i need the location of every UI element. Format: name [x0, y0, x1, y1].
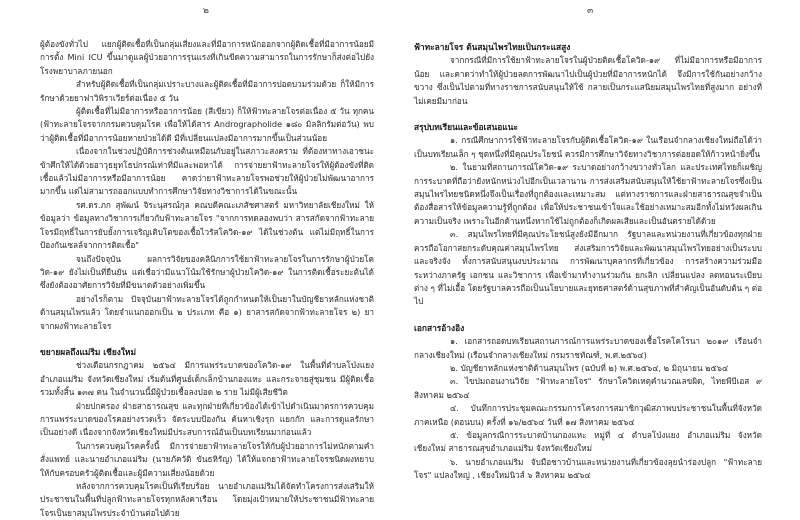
paragraph: ๒. ในยามที่สถานการณ์โควิด-๑๙ ระบาดอย่างกว้างขวางทั่วโลก และประเทศไทยก็เผชิญการระบาดที่ถือว่ายังหนักหน่วงไปอีกเป็นเวลานาน การส่งเสริมสนับสนุนให้ใช้ยาฟ้าทะลายโจรซึ่งเป็นสมุนไพรไทยชนิดหนึ่งจึงเป็นเรื่องที่ถูกต้องและเหมาะสม แต่ทางราชการและฝ่ายสาธารณสุขจำเป็นต้องสื่อสารให้ข้อมูลความรู้ที่ถูกต้อง เพื่อให้ประชาชนเข้าใจและใช้อย่างเหมาะสมอีกทั้งไม่หวังผลเกินความเป็นจริง เพราะในอีกด้านหนึ่งหากใช้ไม่ถูกต้องก็เกิดผลเสียและเป็นอันตรายได้ด้วย [414, 162, 762, 226]
paragraph: อย่างไรก็ตาม ปัจจุบันยาฟ้าทะลายโจรได้ถูกกำหนดให้เป็นยาในบัญชียาหลักแห่งชาติด้านสมุนไพรแล้ว โดยจำแนกออกเป็น ๒ ประเภท คือ ๑) ยาสารสกัดจากฟ้าทะลายโจร ๒) ยาจากผงฟ้าทะลายโจร [40, 293, 374, 331]
paragraph: ๓. สมุนไพรไทยที่มีคุณประโยชน์สูงยังมีอีกมาก รัฐบาลและหน่วยงานที่เกี่ยวข้องทุกฝ่ายควรถือโอกาสยกระดับคุณค่าสมุนไพรไทย ส่งเสริมการวิจัยและพัฒนาสมุนไพรไทยอย่างเป็นระบบและจริงจัง ทั้งการสนับสนุนงบประมาณ การพัฒนาบุคลากรที่เกี่ยวข้อง การสร้างความร่วมมือระหว่างภาครัฐ เอกชน และวิชาการ เพื่อเข้ามาทำงานร่วมกัน ยกเลิก เปลี่ยนแปลง ลดทอนระเบียบต่าง ๆ ที่ไม่เอื้อ โดยรัฐบาลควรถือเป็นนโยบายและยุทธศาสตร์ด้านสุขภาพที่สำคัญเป็นอันดับต้น ๆ ต่อไป [414, 229, 762, 307]
paragraph: เนื่องจากในช่วงปฏิบัติการช่วงต้นเหมือนกับอยู่ในสภาวะสงคราม ที่ต้องหาทางเอาชนะข้าศึกให้ได้ด้วยอาวุธยุทโธปกรณ์เท่าที่มีและพอหาได้ การจ่ายยาฟ้าทะลายโจรให้ผู้ต้องขังที่ติดเชื้อแล้วไม่มีอาการหรือมีอาการน้อย คาดว่ายาฟ้าทะลายโจรพอช่วยให้ผู้ป่วยไม่พัฒนาอาการมากขึ้น แต่ไม่สามารถออกแบบทำการศึกษาวิจัยทางวิชาการได้ในขณะนั้น [40, 146, 374, 197]
left-page [0, 0, 400, 518]
right-page [400, 0, 800, 500]
references-heading: เอกสารอ้างอิง [414, 322, 465, 333]
reference-item: ๒. บัญชียาหลักแห่งชาติด้านสมุนไพร (ฉบับที่ ๒) พ.ศ.๒๕๖๔, ๒ มิถุนายน ๒๕๖๔ [450, 362, 729, 373]
left-page-body [40, 38, 374, 520]
paragraph: ช่วงเดือนกรกฎาคม ๒๕๖๔ มีการแพร่ระบาดของโควิด-๑๙ ในพื้นที่ตำบลโป่งแยง อำเภอแม่ริม จังหวัดเชียงใหม่ เริ่มต้นที่ศูนย์เด็กเล็กบ้านกองแหะ และกระจายสู่ชุมชน มีผู้ติดเชื้อรวมทั้งสิ้น ๑๓๗ คน ในจำนวนนี้มีผู้ป่วยเชื้อลงปอด ๒ ราย ไม่มีผู้เสียชีวิต [40, 360, 374, 398]
reference-item: ๖. นายอำเภอแม่ริม จับมือชาวบ้านและหน่วยงานที่เกี่ยวข้องลุยนำร่องปลูก "ฟ้าทะลายโจร" แปลงใหญ่ , เชียงใหม่นิวส์ ๖ สิงหาคม ๒๕๖๔ [414, 456, 762, 481]
paragraph: ฝ่ายปกครอง ฝ่ายสาธารณสุข และทุกฝ่ายที่เกี่ยวข้องได้เข้าไปดำเนินมาตรการควบคุมการแพร่ระบาดของโรคอย่างรวดเร็ว จัดระบบป้องกัน ค้นหาเชิงรุก แยกกัก และการดูแลรักษาเป็นอย่างดี เนื่องจากจังหวัดเชียงใหม่มีประสบการณ์อันเป็นบทเรียนมาก่อนแล้ว [40, 400, 374, 438]
paragraph: ผู้ติดเชื้อที่ไม่มีอาการหรืออาการน้อย (สีเขียว) ก็ให้ฟ้าทะลายโจรต่อเนื่อง ๕ วัน ทุกคน (ฟ้าทะลายโจรจากกรมควบคุมโรค เพื่อให้ได้สาร Andrographolide ๑๘๐ มิลลิกรัมต่อวัน) พบว่าผู้ติดเชื้อที่มีอาการน้อยหายป่วยได้ดี มีที่เปลี่ยนแปลงมีอาการมากขึ้นเป็นส่วนน้อย [40, 106, 374, 143]
page-number: ๓ [587, 6, 594, 16]
page-number: ๒ [203, 6, 209, 16]
section-heading: สรุปบทเรียนและข้อเสนอแนะ [414, 122, 518, 133]
reference-item: ๓. ไขปมถอนงานวิจัย "ฟ้าทะลายโจร" รักษาโควิดเหตุคำนวณเลขผิด, ไทยพีบีเอส ๙ สิงหาคม ๒๕๖๔ [414, 376, 762, 400]
paragraph: ในการควบคุมโรคครั้งนี้ มีการจ่ายยาฟ้าทะลายโจรให้กับผู้ป่วยอาการไม่หนักตามคำสั่งแพทย์ และนายอำเภอแม่ริม (นายภัควัติ ขันธหิรัญ) ได้ให้แจกยาฟ้าทะลายโจรชนิดผงหยาบให้กับครอบครัวผู้ติดเชื้อและผู้มีความเสี่ยงน้อยด้วย [40, 440, 374, 478]
spacer [414, 309, 762, 322]
spacer [40, 333, 374, 346]
paragraph: หลังจากการควบคุมโรคเป็นที่เรียบร้อย นายอำเภอแม่ริมได้จัดทำโครงการส่งเสริมให้ประชาชนในพื้นที่ปลูกฟ้าทะลายโจรทุกหลังคาเรือน โดยมุ่งเป้าหมายให้ประชาชนมีฟ้าทะลายโจรเป็นยาสมุนไพรประจำบ้านต่อไปด้วย [40, 481, 374, 518]
right-page-body [414, 41, 762, 483]
paragraph: ๑. กรณีศึกษาการใช้ฟ้าทะลายโจรกับผู้ติดเชื้อโควิด-๑๙ ในเรือนจำกลางเชียงใหม่ถือได้ว่าเป็นบทเรียนเล็ก ๆ ชุดหนึ่งที่มีคุณประโยชน์ ควรมีการศึกษาวิจัยทางวิชาการต่อยอดให้ก้าวหน้ายิ่งขึ้น [414, 135, 762, 159]
reference-item: ๑. เอกสารถอดบทเรียนสถานการณ์การแพร่ระบาดของเชื้อโรคโคโรนา ๒๐๑๙ เรือนจำกลางเชียงใหม่ (เรือนจำกลางเชียงใหม่ กรมราชทัณฑ์, พ.ศ.๒๕๖๔) [414, 336, 762, 360]
paragraph: รศ.ดร.ภก สุพัฒน์ จิระนุสรณ์กุล คณบดีคณะเภสัชศาสตร์ มหาวิทยาลัยเชียงใหม่ ให้ข้อมูลว่า ข้อมูลทางวิชาการเกี่ยวกับฟ้าทะลายโจร "จากการทดลองพบว่า สารสกัดจากฟ้าทะลายโจรมีฤทธิ์ในการยับยั้งการเจริญเติบโตของเชื้อไวรัสโควิด-๑๙ ได้ในช่วงต้น แต่ไม่มีฤทธิ์ในการป้องกันเซลล์จากการติดเชื้อ" [40, 199, 374, 251]
section-heading: ขยายผลถึงแม่ริม เชียงใหม่ [40, 346, 136, 357]
spacer [414, 108, 762, 121]
reference-item: ๔. บันทึกการประชุมคณะกรรมการโครงการสมาชิกวุฒิสภาพบประชาชนในพื้นที่จังหวัดภาคเหนือ (ตอนบน) ครั้งที่ ๑๖/๒๕๖๔ วันที่ ๑๗ สิงหาคม ๒๕๖๔ [414, 403, 762, 427]
paragraph: สำหรับผู้ติดเชื้อที่เป็นกลุ่มเปราะบางและผู้ติดเชื้อที่มีอาการปอดบวมร่วมด้วย ก็ให้มีการรักษาด้วยยาฟาวิพิราเวียร์ต่อเนื่อง ๕ วัน [40, 79, 374, 103]
paragraph: จากกรณีที่มีการใช้ยาฟ้าทะลายโจรในผู้ป่วยติดเชื้อโควิด-๑๙ ที่ไม่มีอาการหรือมีอาการน้อย และคาดว่าทำให้ผู้ป่วยลดการพัฒนาไปเป็นผู้ป่วยที่มีอาการหนักได้ จึงมีการใช้กันอย่างกว้างขวาง ซึ่งเป็นไปตามที่ทางราชการสนับสนุนให้ใช้ กลายเป็นกระแสนิยมสมุนไพรไทยที่สูงมาก อย่างที่ไม่เคยมีมาก่อน [414, 55, 762, 106]
reference-item: ๕. ข้อมูลกรณีการระบาดบ้านกองแหะ หมู่ที่ ๔ ตำบลโป่งแยง อำเภอแม่ริม จังหวัดเชียงใหม่ สาธารณสุขอำเภอแม่ริม จังหวัดเชียงใหม่ [414, 429, 762, 454]
section-heading: ฟ้าทะลายโจร ต้นสมุนไพรไทยเป็นกระแสสูง [414, 42, 571, 52]
paragraph: จนถึงปัจจุบัน ผลการวิจัยของคลินิกการใช้ยาฟ้าทะลายโจรในการรักษาผู้ป่วยโควิด-๑๙ ยังไม่เป็นที่ยืนยัน แต่เชื่อว่ามีแนวโน้มใช้รักษาผู้ป่วยโควิด-๑๙ ในการติดเชื้อระยะต้นได้ ซึ่งยังต้องอาศัยการวิจัยที่มีขนาดตัวอย่างเพิ่มขึ้น [40, 253, 374, 291]
paragraph: ผู้ต้องขังทั่วไป แยกผู้ติดเชื้อที่เป็นกลุ่มเสี่ยงและที่มีอาการหนักออกจากผู้ติดเชื้อที่มีอาการน้อยมีการตั้ง Mini ICU ขึ้นมาดูแลผู้ป่วยอาการรุนแรงที่เกินขีดความสามารถในการรักษาก็ส่งต่อไปยังโรงพยาบาลภายนอก [40, 39, 374, 76]
